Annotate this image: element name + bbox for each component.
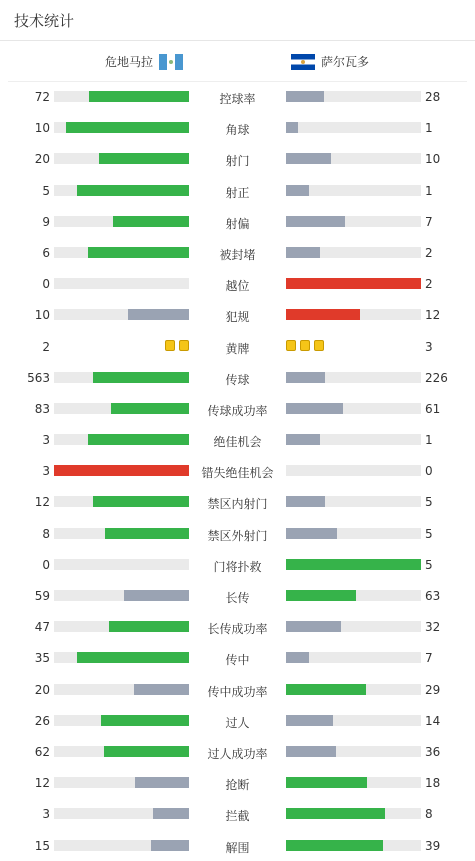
stat-label: 拦截: [225, 809, 250, 824]
away-value: 0: [425, 464, 433, 479]
home-team[interactable]: [105, 53, 183, 70]
home-bar-track: [54, 465, 189, 476]
away-bar-track: [286, 372, 421, 383]
stat-label: 门将扑救: [213, 559, 262, 574]
stat-row: [0, 81, 475, 112]
stat-row: [0, 299, 475, 330]
away-bar-track: [286, 122, 421, 133]
away-value: 39: [425, 838, 441, 853]
stat-row: [0, 611, 475, 642]
away-bar-track: [286, 840, 421, 851]
away-bar-fill: [286, 216, 345, 227]
stat-label: 被封堵: [219, 247, 256, 262]
home-bar-track: [54, 559, 189, 570]
stat-row: [0, 549, 475, 580]
guatemala-flag-icon: [159, 54, 183, 70]
stat-row: [0, 268, 475, 299]
away-bar-track: [286, 247, 421, 258]
stat-row: [0, 362, 475, 393]
home-bar-track: [54, 309, 189, 320]
stat-label: 禁区外射门: [207, 528, 268, 543]
home-bar-track: [54, 652, 189, 663]
home-bar-track: [54, 91, 189, 102]
stat-label: 传球成功率: [207, 403, 268, 418]
stat-label: 抢断: [225, 778, 250, 793]
el-salvador-flag-icon: [291, 54, 315, 70]
stat-row: [0, 486, 475, 517]
home-value: 83: [34, 401, 50, 416]
home-bar-fill: [151, 840, 189, 851]
away-bar-fill: [286, 403, 343, 414]
home-yellow-cards: [165, 340, 189, 351]
away-bar-track: [286, 528, 421, 539]
stat-row: [0, 237, 475, 268]
away-value: 2: [425, 245, 433, 260]
away-bar-fill: [286, 185, 309, 196]
yellow-card-icon: [314, 340, 324, 351]
away-bar-track: [286, 403, 421, 414]
stat-label: 传中成功率: [207, 684, 268, 699]
stat-label: 禁区内射门: [207, 497, 268, 512]
home-bar-track: [54, 403, 189, 414]
away-bar-track: [286, 216, 421, 227]
home-bar-track: [54, 684, 189, 695]
stat-row: [0, 642, 475, 673]
stat-row: [0, 798, 475, 829]
away-bar-fill: [286, 777, 367, 788]
away-value: 14: [425, 713, 441, 728]
away-bar-track: [286, 278, 421, 289]
home-value: 47: [34, 620, 50, 635]
stats-list: [0, 81, 475, 861]
away-bar-track: [286, 715, 421, 726]
stat-label: 错失绝佳机会: [201, 466, 274, 481]
yellow-card-icon: [179, 340, 189, 351]
home-team-name: 危地马拉: [104, 55, 153, 69]
away-value: 28: [425, 90, 441, 104]
home-bar-fill: [153, 808, 189, 819]
home-bar-track: [54, 746, 189, 757]
home-bar-fill: [113, 216, 189, 227]
stat-label: 角球: [225, 123, 250, 138]
home-value: 26: [34, 713, 50, 728]
stat-label: 解围: [225, 840, 250, 855]
away-bar-track: [286, 309, 421, 320]
away-value: 63: [425, 589, 441, 603]
away-value: 2: [425, 277, 433, 292]
away-bar-fill: [286, 434, 320, 445]
home-value: 15: [34, 838, 50, 853]
home-bar-track: [54, 122, 189, 133]
stat-row: [0, 736, 475, 767]
away-bar-fill: [286, 372, 325, 383]
stat-row: [0, 175, 475, 206]
away-bar-track: [286, 185, 421, 196]
away-bar-fill: [286, 590, 356, 601]
away-bar-track: [286, 621, 421, 632]
away-value: 5: [425, 557, 433, 572]
home-value: 6: [42, 245, 50, 260]
home-value: 35: [34, 651, 50, 666]
stat-row: [0, 206, 475, 237]
home-bar-track: [54, 528, 189, 539]
away-value: 32: [425, 620, 441, 635]
away-bar-fill: [286, 309, 360, 320]
home-bar-fill: [54, 465, 189, 476]
away-bar-fill: [286, 621, 341, 632]
home-bar-track: [54, 715, 189, 726]
home-value: 3: [42, 807, 50, 822]
stat-label: 黄牌: [225, 341, 250, 356]
home-bar-track: [54, 434, 189, 445]
away-bar-track: [286, 590, 421, 601]
home-bar-fill: [99, 153, 189, 164]
home-bar-fill: [104, 746, 189, 757]
away-bar-track: [286, 777, 421, 788]
home-bar-track: [54, 372, 189, 383]
yellow-card-icon: [165, 340, 175, 351]
away-value: 61: [425, 401, 441, 416]
yellow-card-icon: [286, 340, 296, 351]
stat-row: [0, 674, 475, 705]
home-bar-fill: [93, 372, 189, 383]
away-value: 5: [425, 495, 433, 510]
stat-row: [0, 331, 475, 362]
home-bar-fill: [124, 590, 189, 601]
stat-label: 过人: [225, 715, 250, 730]
away-bar-fill: [286, 153, 331, 164]
away-bar-fill: [286, 715, 333, 726]
stat-label: 长传: [225, 591, 250, 605]
away-bar-track: [286, 559, 421, 570]
home-value: 8: [42, 526, 50, 541]
away-value: 7: [425, 651, 433, 666]
home-value: 3: [42, 464, 50, 479]
away-value: 36: [425, 744, 441, 759]
home-bar-fill: [134, 684, 189, 695]
away-bar-track: [286, 153, 421, 164]
home-value: 20: [34, 682, 50, 697]
away-bar-fill: [286, 278, 421, 289]
home-bar-track: [54, 590, 189, 601]
home-value: 59: [34, 589, 50, 603]
stat-label: 传中: [225, 653, 250, 668]
yellow-card-icon: [300, 340, 310, 351]
stat-row: [0, 767, 475, 798]
stat-label: 绝佳机会: [213, 435, 262, 450]
away-value: 1: [425, 433, 433, 448]
away-bar-fill: [286, 91, 324, 102]
stat-row: [0, 424, 475, 455]
home-bar-fill: [77, 652, 189, 663]
home-value: 2: [42, 339, 50, 354]
stat-label: 射正: [225, 185, 250, 200]
home-bar-fill: [111, 403, 189, 414]
home-value: 0: [42, 277, 50, 292]
teams-header: [8, 41, 467, 82]
away-value: 8: [425, 807, 433, 822]
away-value: 226: [425, 370, 448, 385]
home-value: 12: [34, 776, 50, 791]
home-bar-track: [54, 185, 189, 196]
away-bar-track: [286, 496, 421, 507]
home-bar-fill: [93, 496, 189, 507]
stat-row: [0, 830, 475, 861]
home-value: 0: [42, 557, 50, 572]
home-bar-track: [54, 621, 189, 632]
home-value: 72: [34, 90, 50, 104]
away-bar-fill: [286, 559, 421, 570]
away-value: 7: [425, 214, 433, 229]
home-bar-fill: [88, 434, 189, 445]
stat-label: 传球: [225, 372, 250, 387]
stat-label: 控球率: [219, 92, 256, 106]
page-title: 技术统计: [14, 12, 75, 30]
away-bar-fill: [286, 247, 320, 258]
home-value: 10: [34, 308, 50, 323]
away-bar-fill: [286, 652, 309, 663]
away-bar-fill: [286, 746, 336, 757]
away-value: 1: [425, 183, 433, 198]
home-value: 3: [42, 433, 50, 448]
home-bar-fill: [66, 122, 189, 133]
away-bar-fill: [286, 528, 337, 539]
home-bar-track: [54, 808, 189, 819]
away-bar-fill: [286, 496, 325, 507]
home-value: 10: [34, 121, 50, 136]
away-bar-fill: [286, 840, 383, 851]
away-bar-track: [286, 91, 421, 102]
stat-row: [0, 112, 475, 143]
home-bar-fill: [128, 309, 189, 320]
home-bar-track: [54, 216, 189, 227]
away-bar-track: [286, 434, 421, 445]
stat-label: 过人成功率: [207, 746, 268, 761]
home-bar-fill: [135, 777, 189, 788]
home-bar-fill: [77, 185, 189, 196]
away-team-name: 萨尔瓦多: [321, 55, 370, 69]
home-bar-track: [54, 840, 189, 851]
home-value: 12: [34, 495, 50, 510]
home-bar-fill: [88, 247, 189, 258]
home-value: 5: [42, 183, 50, 198]
away-bar-track: [286, 652, 421, 663]
home-bar-track: [54, 777, 189, 788]
stat-label: 长传成功率: [207, 622, 268, 637]
away-value: 1: [425, 121, 433, 136]
home-value: 563: [27, 370, 50, 385]
away-yellow-cards: [286, 340, 324, 351]
stat-row: [0, 393, 475, 424]
home-bar-fill: [105, 528, 189, 539]
home-bar-track: [54, 496, 189, 507]
away-value: 29: [425, 682, 441, 697]
away-value: 12: [425, 308, 441, 323]
home-bar-fill: [89, 91, 189, 102]
stat-label: 射偏: [225, 216, 250, 231]
stat-label: 射门: [225, 154, 250, 169]
stat-label: 越位: [225, 279, 250, 294]
away-value: 3: [425, 339, 433, 354]
stat-row: [0, 705, 475, 736]
away-bar-fill: [286, 684, 366, 695]
stat-row: [0, 455, 475, 486]
home-value: 62: [34, 744, 50, 759]
away-value: 10: [425, 152, 441, 167]
stat-row: [0, 518, 475, 549]
home-bar-track: [54, 278, 189, 289]
stat-label: 犯规: [225, 310, 250, 325]
home-value: 20: [34, 152, 50, 167]
home-bar-fill: [109, 621, 189, 632]
stat-row: [0, 580, 475, 611]
home-bar-fill: [101, 715, 189, 726]
away-bar-track: [286, 684, 421, 695]
away-bar-fill: [286, 808, 385, 819]
home-bar-track: [54, 247, 189, 258]
away-bar-fill: [286, 122, 298, 133]
stat-row: [0, 143, 475, 174]
away-value: 18: [425, 776, 441, 791]
away-bar-track: [286, 465, 421, 476]
home-bar-track: [54, 153, 189, 164]
away-bar-track: [286, 746, 421, 757]
away-team[interactable]: [291, 53, 369, 70]
header: [0, 0, 475, 41]
home-value: 9: [42, 214, 50, 229]
away-value: 5: [425, 526, 433, 541]
away-bar-track: [286, 808, 421, 819]
